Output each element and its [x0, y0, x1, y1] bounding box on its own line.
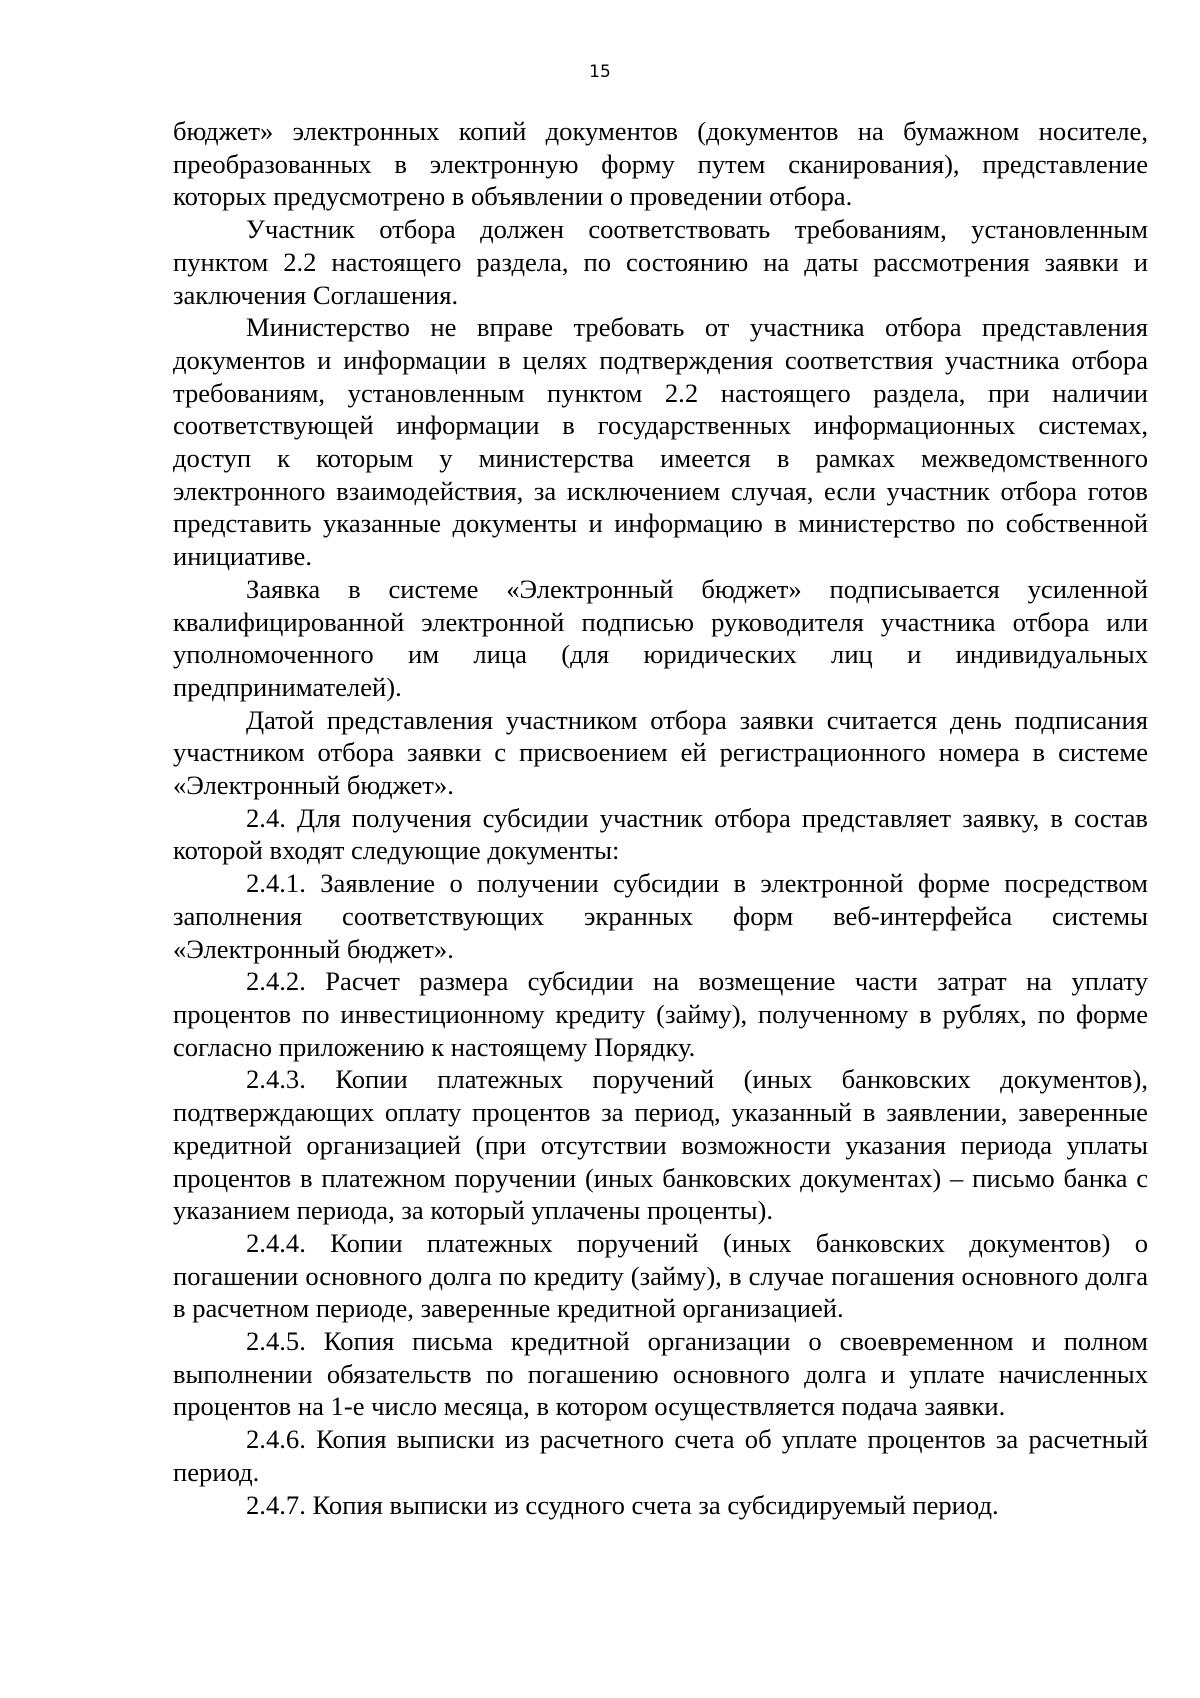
paragraph: Датой представления участником отбора заявки считается день подписания участником отбора заявки с присвоением ей регистрационного номера в системе «Электронный бюджет».	[173, 704, 1148, 801]
paragraph: бюджет» электронных копий документов (документов на бумажном носителе, преобразованных в электронную форму путем сканирования), представление которых предусмотрено в объявлении о проведении отбора.	[173, 116, 1148, 212]
paragraph: 2.4.1. Заявление о получении субсидии в электронной форме посредством заполнения соответствующих экранных форм веб-интерфейса системы «Электронный бюджет».	[173, 868, 1148, 964]
paragraph: 2.4.6. Копия выписки из расчетного счета об уплате процентов за расчетный период.	[173, 1424, 1148, 1487]
paragraph: Министерство не вправе требовать от участника отбора представления документов и информации в целях подтверждения соответствия участника отбора требованиям, установленным пунктом 2.2 настоящего раздела, при наличии соответствующей информации в государственных информационных системах, доступ к которым у министерства имеется в рамках межведомственного электронного взаимодействия, за исключением случая, если участник отбора готов представить указанные документы и информацию в министерство по собственной инициативе.	[173, 312, 1148, 572]
paragraph: 2.4. Для получения субсидии участник отбора представляет заявку, в состав которой входят следующие документы:	[173, 802, 1148, 866]
document-body	[173, 115, 1148, 1521]
paragraph: 2.4.4. Копии платежных поручений (иных банковских документов) о погашении основного долга по кредиту (займу), в случае погашения основного долга в расчетном периоде, заверенные кредитной организацией.	[173, 1227, 1148, 1324]
paragraph: Заявка в системе «Электронный бюджет» подписывается усиленной квалифицированной электронной подписью руководителя участника отбора или уполномоченного им лица (для юридических лиц и индивидуальных предпринимателей).	[173, 573, 1148, 702]
paragraph: 2.4.3. Копии платежных поручений (иных банковских документов), подтверждающих оплату процентов за период, указанный в заявлении, заверенные кредитной организацией (при отсутствии возможности указания периода уплаты процентов в платежном поручении (иных банковских документах) – письмо банка с указанием периода, за который уплачены проценты).	[173, 1064, 1148, 1226]
paragraph: 2.4.2. Расчет размера субсидии на возмещение части затрат на уплату процентов по инвестиционному кредиту (займу), полученному в рублях, по форме согласно приложению к настоящему Порядку.	[173, 966, 1148, 1062]
paragraph: Участник отбора должен соответствовать требованиям, установленным пунктом 2.2 настоящего раздела, по состоянию на даты рассмотрения заявки и заключения Соглашения.	[173, 214, 1148, 310]
paragraph: 2.4.5. Копия письма кредитной организации о своевременном и полном выполнении обязательств по погашению основного долга и уплате начисленных процентов на 1-е число месяца, в котором осуществляется подача заявки.	[173, 1326, 1148, 1422]
page-number: 15	[589, 62, 611, 82]
paragraph: 2.4.7. Копия выписки из ссудного счета за субсидируемый период.	[246, 1489, 999, 1520]
